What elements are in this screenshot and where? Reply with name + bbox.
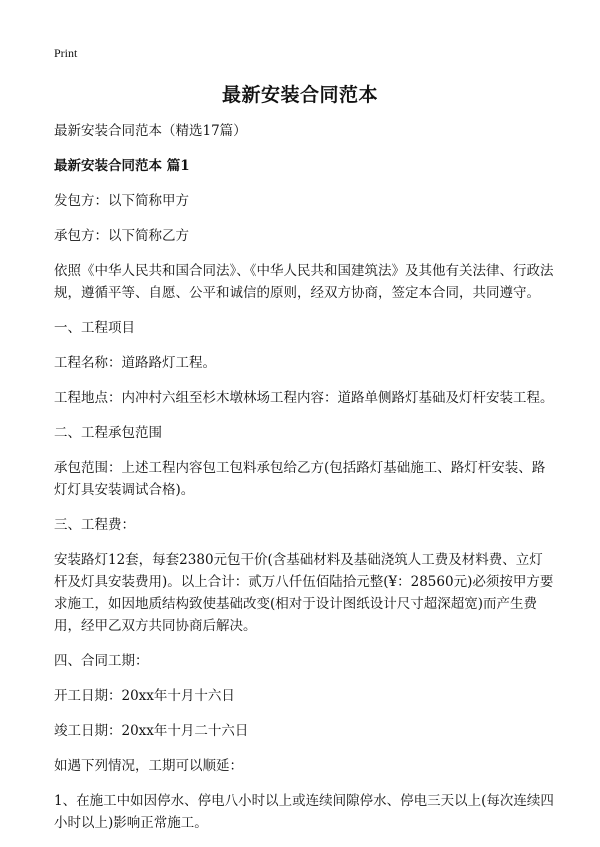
document-body — [54, 120, 554, 847]
document-subtitle: 最新安装合同范本（精选17篇） — [54, 123, 247, 139]
paragraph: 工程名称：道路路灯工程。 — [54, 355, 216, 371]
paragraph: 1、在施工中如因停水、停电八小时以上或连续间隙停水、停电三天以上(每次连续四小时以上)影响正常施工。 — [54, 793, 554, 831]
paragraph: 工程地点：内冲村六组至杉木墩林场工程内容：道路单侧路灯基础及灯杆安装工程。 — [54, 390, 554, 406]
paragraph: 一、工程项目 — [54, 320, 135, 336]
paragraph: 安装路灯12套，每套2380元包干价(含基础材料及基础浇筑人工费及材料费、立灯杆及灯具安装费用)。以上合计：贰万八仟伍佰陆拾元整(¥：28560元)必须按甲方要求施工，如因地质结构致使基础改变(相对于设计图纸设计尺寸超深超宽)而产生费用，经甲乙双方共同协商后解决。 — [54, 552, 554, 634]
paragraph: 如遇下列情况，工期可以顺延： — [54, 758, 243, 774]
paragraph: 承包范围：上述工程内容包工包料承包给乙方(包括路灯基础施工、路灯杆安装、路灯灯具安装调试合格)。 — [54, 460, 546, 498]
paragraph: 竣工日期：20xx年十月二十六日 — [54, 723, 249, 739]
paragraph: 三、工程费： — [54, 517, 135, 533]
paragraph: 发包方：以下简称甲方 — [54, 193, 189, 209]
paragraph: 开工日期：20xx年十月十六日 — [54, 688, 235, 704]
paragraph: 四、合同工期： — [54, 653, 149, 669]
paragraph: 承包方：以下简称乙方 — [54, 228, 189, 244]
section-heading: 最新安装合同范本 篇1 — [54, 158, 190, 174]
paragraph: 二、工程承包范围 — [54, 425, 162, 441]
paragraph: 依照《中华人民共和国合同法》、《中华人民共和国建筑法》及其他有关法律、行政法规，遵循平等、自愿、公平和诚信的原则，经双方协商，签定本合同，共同遵守。 — [54, 263, 554, 301]
document-title: 最新安装合同范本 — [221, 84, 378, 106]
print-label[interactable]: Print — [54, 46, 78, 60]
